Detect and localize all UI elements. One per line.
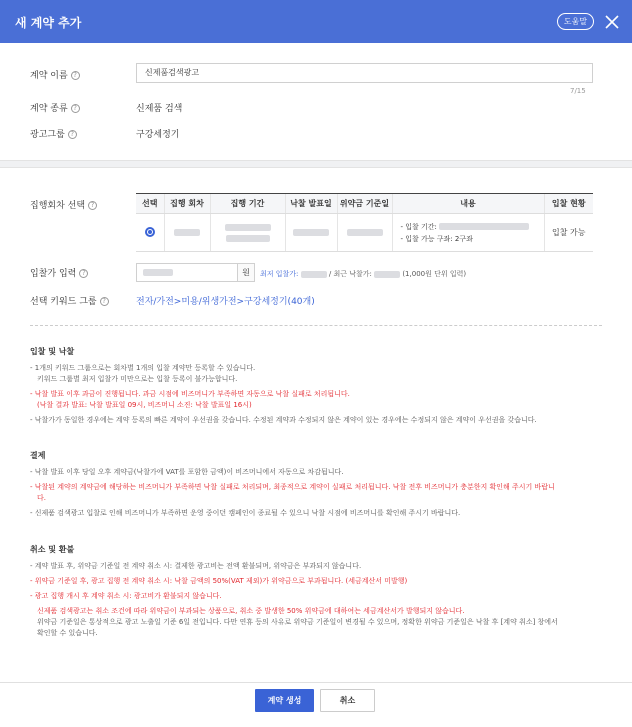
redacted-period xyxy=(226,235,270,242)
col-header: 낙찰 발표일 xyxy=(285,194,337,214)
ad-group-value: 구강세정기 xyxy=(136,130,180,140)
notice-bid-section: 입찰 및 낙찰 - 1개의 키워드 그룹으로는 회차별 1개의 입찰 계약만 등록할 수 있습니다. 키워드 그룹별 최저 입찰가 미만으로는 입찰 등록이 불가능합니다. - 낙찰 발표 이후 과금이 진행됩니다. 과금 시점에 비즈머니가 부족하면 자동으로 낙찰 실패로 처리됩니다. (낙찰 결과 발표: 낙찰 발표일 09시, 비즈머니 소진: 낙찰 발표일 16시) - 낙찰가가 동일한 경우에는 계약 등록의 빠른 계약이 우선권을 갖습니다. 수정된 계약과 수정되지 않은 계약이 있는 경우에는 수정되지 않은 계약이 우선권을 갖습니다. xyxy=(30,346,602,426)
help-tooltip-icon[interactable]: ? xyxy=(71,104,80,113)
redacted-bid-value xyxy=(143,269,173,276)
section-divider xyxy=(0,160,632,168)
currency-unit: 원 xyxy=(238,263,255,282)
redacted-period xyxy=(225,224,271,231)
char-counter: 7/15 xyxy=(570,87,586,95)
footer-divider xyxy=(0,682,632,683)
bid-status: 입찰 가능 xyxy=(544,214,593,252)
col-header: 집행 기간 xyxy=(210,194,285,214)
keyword-group-path[interactable]: 전자/가전>미용/위생가전>구강세정기(40개) xyxy=(136,297,315,307)
help-tooltip-icon[interactable]: ? xyxy=(88,201,97,210)
col-header: 내용 xyxy=(392,194,544,214)
notice-heading: 결제 xyxy=(30,451,46,460)
col-header: 선택 xyxy=(136,194,164,214)
help-tooltip-icon[interactable]: ? xyxy=(71,71,80,80)
keyword-group-label: 선택 키워드 그룹 ? xyxy=(30,294,109,307)
help-tooltip-icon[interactable]: ? xyxy=(68,130,77,139)
help-tooltip-icon[interactable]: ? xyxy=(79,269,88,278)
dotted-divider xyxy=(30,325,602,326)
help-button[interactable]: 도움말 xyxy=(557,13,594,30)
round-select-label: 집행회차 선택 ? xyxy=(30,198,97,211)
close-icon[interactable] xyxy=(602,12,622,32)
notice-refund-section: 취소 및 환불 - 계약 발표 후, 위약금 기준일 전 계약 취소 시: 결제한 광고비는 전액 환불되며, 위약금은 부과되지 않습니다. - 위약금 기준일 후, 광고 집행 전 계약 취소 시: 낙찰 금액의 50%(VAT 제외)가 위약금으로 부과됩니다. (세금계산서 미발행) - 광고 집행 개시 후 계약 취소 시: 광고비가 환불되지 않습니다. 신제품 검색광고는 취소 조건에 따라 위약금이 부과되는 상품으로, 취소 중 발생한 50% 위약금에 대하여는 세금계산서가 발행되지 않습니다. 위약금 기준일은 통상적으로 광고 노출일 기준 6일 전입니다. 다만 연휴 등의 사유로 위약금 기준일이 변경될 수 있으며, 정확한 위약금 기준일은 낙찰 후 [계약 취소] 창에서 확인할 수 있습니다. xyxy=(30,544,602,639)
dialog-header xyxy=(0,0,632,43)
redacted-date xyxy=(293,229,329,236)
notice-heading: 취소 및 환불 xyxy=(30,545,75,554)
bid-label: 입찰가 입력 ? xyxy=(30,266,88,279)
contract-type-label: 계약 종류 ? xyxy=(30,101,80,114)
col-header: 입찰 현황 xyxy=(544,194,593,214)
contract-name-input[interactable]: 신제품검색광고 xyxy=(136,63,593,83)
col-header: 집행 회차 xyxy=(164,194,210,214)
contract-name-label: 계약 이름 ? xyxy=(30,68,80,81)
notice-payment-section: 결제 - 낙찰 발표 이후 당일 오후 계약금(낙찰가에 VAT를 포함한 금액)이 비즈머니에서 자동으로 차감됩니다. - 낙찰된 계약의 계약금에 해당하는 비즈머니가 부족하면 낙찰 실패로 처리되며, 최종적으로 계약이 실패로 처리됩니다. 낙찰 전후 비즈머니가 충분한지 확인해 주시기 바랍니 다. - 신제품 검색광고 입찰로 인해 비즈머니가 부족하면 운영 중이던 캠페인이 종료될 수 있으니 낙찰 시점에 비즈머니를 확인해 주시기 바랍니다. xyxy=(30,450,602,519)
bid-info: 최저 입찰가: / 최근 낙찰가: (1,000원 단위 입력) xyxy=(260,270,467,278)
col-header: 위약금 기준일 xyxy=(337,194,392,214)
cancel-button[interactable]: 취소 xyxy=(320,689,375,712)
bid-amount-input[interactable] xyxy=(136,263,238,282)
create-contract-button[interactable]: 계약 생성 xyxy=(255,689,314,712)
dialog-title: 새 계약 추가 xyxy=(15,16,82,30)
notice-heading: 입찰 및 낙찰 xyxy=(30,347,75,356)
redacted-bid-period xyxy=(439,223,529,230)
redacted-round xyxy=(174,229,200,236)
contract-type-value: 신제품 검색 xyxy=(136,104,183,114)
round-table xyxy=(136,193,593,252)
round-content: - 입찰 기간: - 입찰 가능 구좌: 2구좌 xyxy=(392,214,544,252)
table-row[interactable] xyxy=(136,214,593,252)
round-radio-selected[interactable] xyxy=(145,227,155,237)
help-tooltip-icon[interactable]: ? xyxy=(100,297,109,306)
redacted-date xyxy=(347,229,383,236)
ad-group-label: 광고그룹 ? xyxy=(30,127,77,140)
